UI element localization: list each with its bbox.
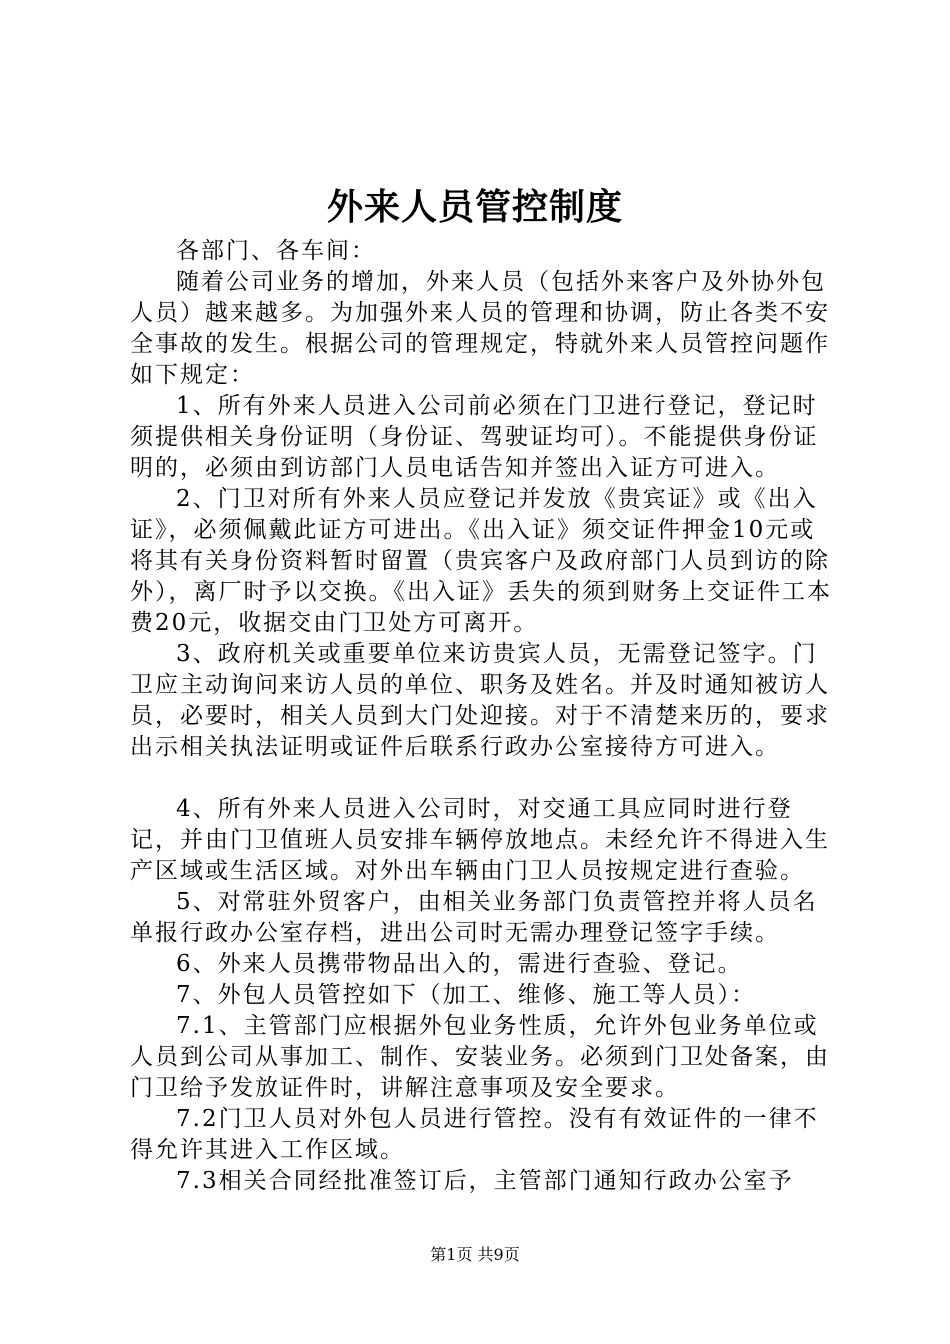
document-body — [130, 236, 835, 1197]
rule-6-paragraph: 6、外来人员携带物品出入的，需进行查验、登记。 — [176, 951, 743, 977]
rule-7-2-paragraph: 7.2门卫人员对外包人员进行管控。没有有效证件的一律不得允许其进入工作区域。 — [130, 1106, 819, 1163]
rule-2-paragraph: 2、门卫对所有外来人员应登记并发放《贵宾证》或《出入证》，必须佩戴此证方可进出。《出入证》须交证件押金10元或将其有关身份资料暂时留置（贵宾客户及政府部门人员到访的除外），离厂时予以交换。《出入证》丢失的须到财务上交证件工本费20元，收据交由门卫处方可离开。 — [130, 486, 832, 636]
page-footer: 第1页 共9页 — [430, 1245, 520, 1264]
salutation: 各部门、各车间： — [176, 238, 376, 264]
rule-5-paragraph: 5、对常驻外贸客户，由相关业务部门负责管控并将人员名单报行政办公室存档，进出公司时无需办理登记签字手续。 — [130, 889, 818, 946]
rule-1-paragraph: 1、所有外来人员进入公司前必须在门卫进行登记，登记时须提供相关身份证明（身份证、驾驶证均可）。不能提供身份证明的，必须由到访部门人员电话告知并签出入证方可进入。 — [130, 393, 819, 481]
rule-4-paragraph: 4、所有外来人员进入公司时，对交通工具应同时进行登记，并由门卫值班人员安排车辆停放地点。未经允许不得进入生产区域或生活区域。对外出车辆由门卫人员按规定进行查验。 — [130, 796, 830, 884]
document-title: 外来人员管控制度 — [326, 186, 623, 228]
rule-7-3-paragraph: 7.3相关合同经批准签订后，主管部门通知行政办公室予 — [176, 1168, 794, 1194]
rule-7-paragraph: 7、外包人员管控如下（加工、维修、施工等人员）： — [176, 982, 757, 1008]
intro-paragraph: 随着公司业务的增加，外来人员（包括外来客户及外协外包人员）越来越多。为加强外来人员的管理和协调，防止各类不安全事故的发生。根据公司的管理规定，特就外来人员管控问题作如下规定： — [130, 269, 830, 388]
rule-7-1-paragraph: 7.1、主管部门应根据外包业务性质，允许外包业务单位或人员到公司从事加工、制作、安装业务。必须到门卫处备案，由门卫给予发放证件时，讲解注意事项及安全要求。 — [130, 1013, 830, 1101]
rule-3-paragraph: 3、政府机关或重要单位来访贵宾人员，无需登记签字。门卫应主动询问来访人员的单位、职务及姓名。并及时通知被访人员，必要时，相关人员到大门处迎接。对于不清楚来历的，要求出示相关执法证明或证件后联系行政办公室接待方可进入。 — [130, 641, 830, 760]
